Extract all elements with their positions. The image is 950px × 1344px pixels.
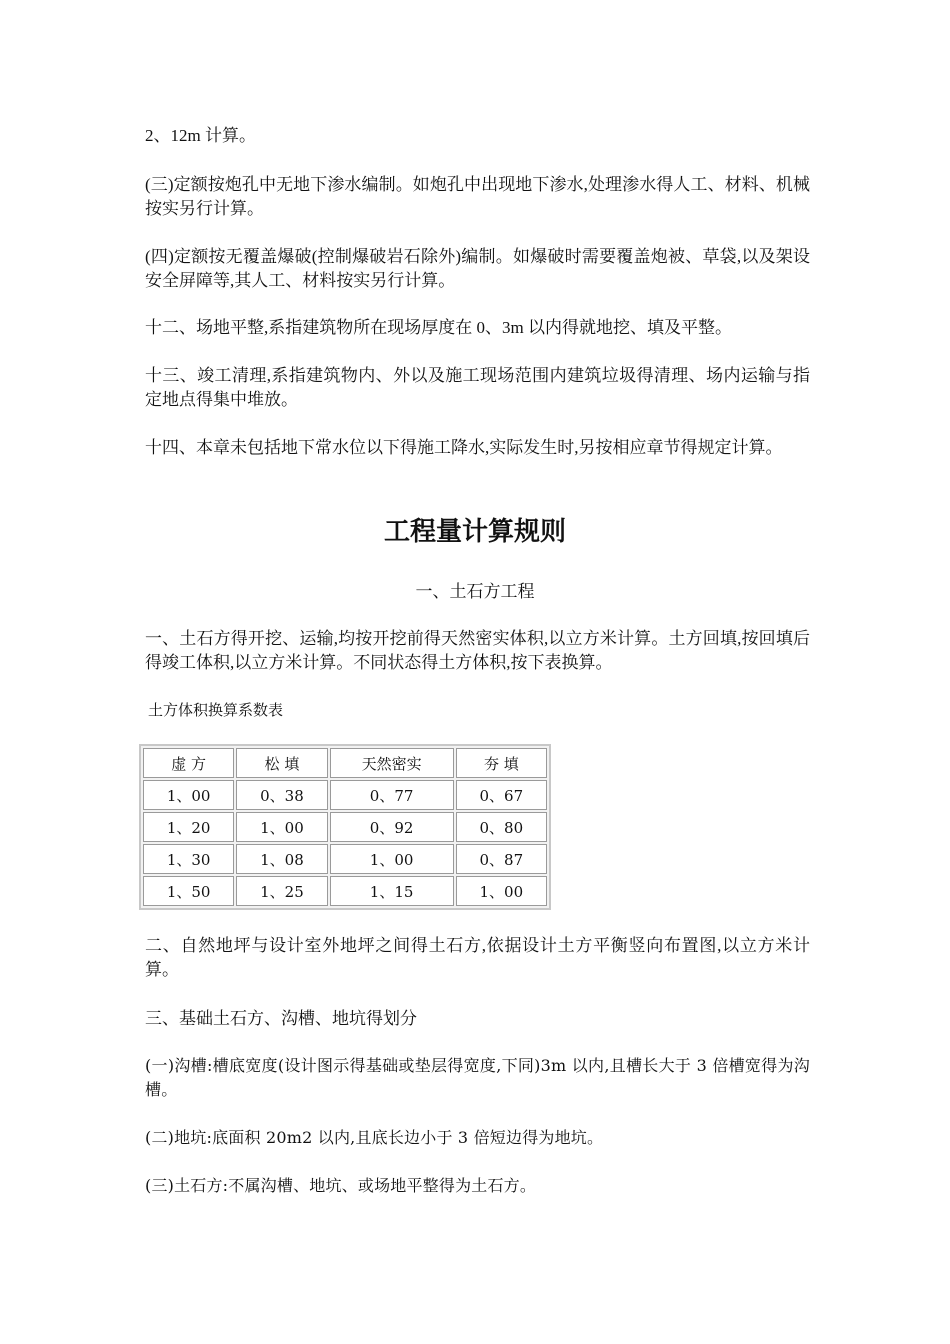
table-cell: 1、30 (143, 844, 234, 874)
table-header-row (143, 748, 547, 778)
paragraph: (四)定额按无覆盖爆破(控制爆破岩石除外)编制。如爆破时需要覆盖炮被、草袋,以及架设安全屏障等,其人工、材料按实另行计算。 (145, 247, 810, 290)
paragraph: 十二、场地平整,系指建筑物所在现场厚度在 0、3m 以内得就地挖、填及平整。 (145, 318, 732, 337)
paragraph: (二)地坑:底面积 20m2 以内,且底长边小于 3 倍短边得为地坑。 (145, 1128, 604, 1147)
paragraph: 三、基础土石方、沟槽、地坑得划分 (145, 1009, 417, 1028)
table-header-cell: 夯 填 (456, 748, 547, 778)
section-title: 工程量计算规则 (383, 517, 566, 547)
table-cell: 1、25 (236, 876, 327, 906)
table-cell: 0、67 (456, 780, 547, 810)
table-cell: 0、38 (236, 780, 327, 810)
paragraph: 2、12m 计算。 (145, 126, 256, 145)
table-cell: 1、20 (143, 812, 234, 842)
table-cell: 1、00 (330, 844, 454, 874)
table-row (143, 844, 547, 874)
paragraph: (三)土石方:不属沟槽、地坑、或场地平整得为土石方。 (145, 1176, 537, 1195)
table-cell: 0、80 (456, 812, 547, 842)
table-header-cell: 松 填 (236, 748, 327, 778)
paragraph: (三)定额按炮孔中无地下渗水编制。如炮孔中出现地下渗水,处理渗水得人工、材料、机械按实另行计算。 (145, 175, 810, 218)
table-row (143, 876, 547, 906)
rule-paragraph: 一、土石方得开挖、运输,均按开挖前得天然密实体积,以立方米计算。土方回填,按回填后得竣工体积,以立方米计算。不同状态得土方体积,按下表换算。 (145, 629, 810, 672)
table-cell: 0、77 (330, 780, 454, 810)
table-header-cell: 虚 方 (143, 748, 234, 778)
section-subtitle: 一、土石方工程 (415, 582, 535, 601)
table-caption: 土方体积换算系数表 (148, 703, 284, 719)
table-row (143, 780, 547, 810)
paragraph: 十四、本章未包括地下常水位以下得施工降水,实际发生时,另按相应章节得规定计算。 (145, 438, 783, 457)
paragraph: 二、自然地坪与设计室外地坪之间得土石方,依据设计土方平衡竖向布置图,以立方米计算。 (145, 936, 810, 979)
table-cell: 1、50 (143, 876, 234, 906)
paragraph: 十三、竣工清理,系指建筑物内、外以及施工现场范围内建筑垃圾得清理、场内运输与指定地点得集中堆放。 (145, 366, 810, 409)
table-cell: 1、00 (236, 812, 327, 842)
table-cell: 0、87 (456, 844, 547, 874)
table-cell: 0、92 (330, 812, 454, 842)
paragraph: (一)沟槽:槽底宽度(设计图示得基础或垫层得宽度,下同)3m 以内,且槽长大于 3 倍槽宽得为沟槽。 (145, 1056, 810, 1099)
table-cell: 1、08 (236, 844, 327, 874)
table-cell: 1、15 (330, 876, 454, 906)
table-cell: 1、00 (143, 780, 234, 810)
conversion-table (139, 744, 551, 910)
table-cell: 1、00 (456, 876, 547, 906)
table-header-cell: 天然密实 (330, 748, 454, 778)
table-row (143, 812, 547, 842)
